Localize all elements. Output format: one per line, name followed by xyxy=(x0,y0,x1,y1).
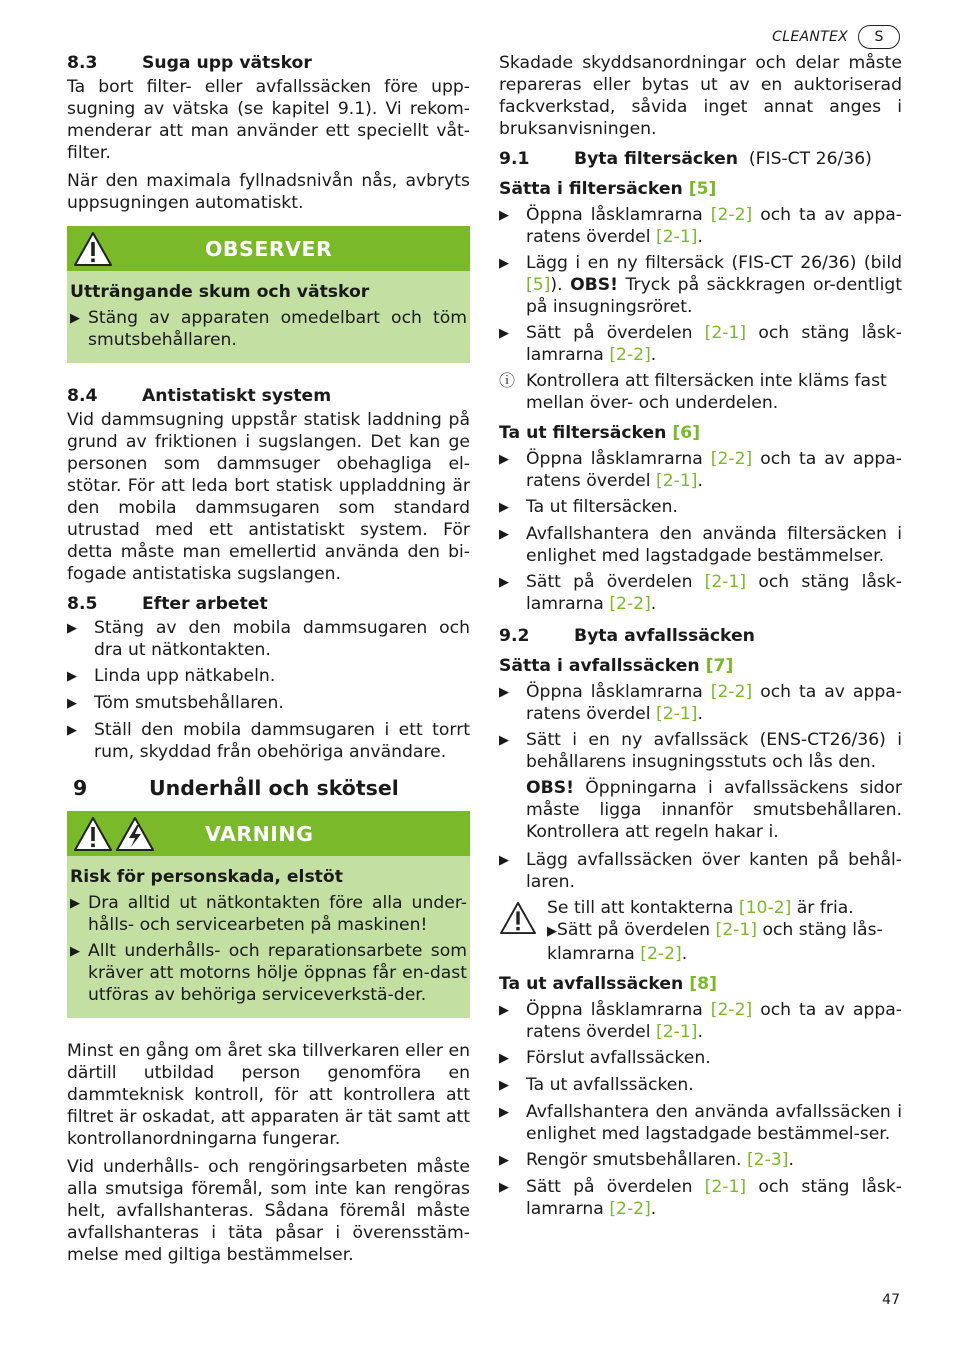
list-item: ▶ Sätt på överdelen [2-1] och stäng låsk-lamrarna [2-2]. xyxy=(499,572,902,614)
language-badge: S xyxy=(858,25,900,49)
info-icon: ⓘ xyxy=(499,371,516,390)
brand-label: CLEANTEX xyxy=(772,29,848,45)
left-column xyxy=(67,52,470,1272)
list-item: ▶ Lägg i en ny filtersäck (FIS-CT 26/36) (bild [5]). OBS! Tryck på säckkragen or-dentligt på insugningsröret. xyxy=(499,253,902,317)
arrow-right-icon: ▶ xyxy=(499,1003,509,1018)
paragraph: Vid dammsugning uppstår statisk laddning på grund av friktionen i sugslangen. Det kan ge personen som dammsuger obehagliga el-stötar. För att leda bort statisk uppladdning är den mobila dammsugaren som standard utrustad med ett antistatiskt system. För detta måste man emellertid använda den bi-fogade antistatiska sugslangen. xyxy=(67,410,470,584)
varning-notice xyxy=(67,811,470,1018)
list-item: ▶ Öppna låsklamrarna [2-2] och ta av appa-ratens överdel [2-1]. xyxy=(499,1000,902,1042)
list-item: ▶ Avfallshantera den använda avfallssäcken i enlighet med lagstadgade bestämmel-ser. xyxy=(499,1102,902,1144)
arrow-right-icon: ▶ xyxy=(499,575,509,590)
notice-header xyxy=(67,226,470,271)
arrow-right-icon: ▶ xyxy=(499,527,509,542)
list-item: ▶ Ta ut filtersäcken. xyxy=(499,497,678,517)
arrow-right-icon: ▶ xyxy=(67,621,77,636)
arrow-right-icon: ▶ xyxy=(499,452,509,467)
arrow-right-icon: ▶ xyxy=(499,853,509,868)
arrow-right-icon: ▶ xyxy=(499,1105,509,1120)
obs-note: OBS! Öppningarna i avfallssäckens sidor måste ligga innanför smutsbehållaren. Kontrollera att regeln hakar i. xyxy=(526,778,902,842)
subheading: Ta ut filtersäcken [6] xyxy=(499,423,701,443)
electric-shock-icon xyxy=(115,816,155,852)
list-item: ▶ Ställ den mobila dammsugaren i ett torrt rum, skyddad från obehöriga användare. xyxy=(67,720,470,762)
list-item: ▶ Dra alltid ut nätkontakten före alla under-hålls- och servicearbeten på maskinen! xyxy=(70,893,467,935)
list-item: ▶ Öppna låsklamrarna [2-2] och ta av appa-ratens överdel [2-1]. xyxy=(499,682,902,724)
arrow-right-icon: ▶ xyxy=(67,723,77,738)
list-item: ▶ Sätt på överdelen [2-1] och stäng låsk-lamrarna [2-2]. xyxy=(499,1177,902,1219)
subheading: Ta ut avfallssäcken [8] xyxy=(499,974,717,994)
arrow-right-icon: ▶ xyxy=(70,944,80,959)
list-item: ▶ Sätt i en ny avfallssäck (ENS-CT26/36) i behållarens insugningsstuts och lås den. xyxy=(499,730,902,772)
paragraph: Skadade skyddsanordningar och delar måste repareras eller bytas ut av en auktoriserad fackverkstad, såvida inget annat anges i bruksanvisningen. xyxy=(499,53,902,139)
arrow-right-icon: ▶ xyxy=(499,326,509,341)
section-heading-8-3: 8.3 Suga upp vätskor xyxy=(67,53,312,73)
arrow-right-icon: ▶ xyxy=(499,1078,509,1093)
arrow-right-icon: ▶ xyxy=(499,1180,509,1195)
list-item: ▶ Öppna låsklamrarna [2-2] och ta av appa-ratens överdel [2-1]. xyxy=(499,205,902,247)
notice-header xyxy=(67,811,470,856)
arrow-right-icon: ▶ xyxy=(499,1051,509,1066)
section-heading-9-2: 9.2 Byta avfallssäcken xyxy=(499,626,755,646)
arrow-right-icon: ▶ xyxy=(67,669,77,684)
subheading: Sätta i avfallssäcken [7] xyxy=(499,656,734,676)
arrow-right-icon: ▶ xyxy=(499,1153,509,1168)
subheading: Sätta i filtersäcken [5] xyxy=(499,179,717,199)
list-item: ▶ Rengör smutsbehållaren. [2-3]. xyxy=(499,1150,794,1170)
list-item: ▶ Linda upp nätkabeln. xyxy=(67,666,276,686)
notice-subtitle: Utträngande skum och vätskor xyxy=(70,282,370,302)
page-number: 47 xyxy=(882,1292,900,1308)
list-item: ▶ Avfallshantera den använda filtersäcken i enlighet med lagstadgade bestämmelser. xyxy=(499,524,902,566)
observer-notice xyxy=(67,226,470,363)
warning-triangle-icon xyxy=(73,816,113,852)
list-item: ▶ Stäng av den mobila dammsugaren och dra ut nätkontakten. xyxy=(67,618,470,660)
paragraph: Ta bort filter- eller avfallssäcken före upp-sugning av vätska (se kapitel 9.1). Vi rekom-menderar att man använder ett speciellt våt-filter. xyxy=(67,77,470,163)
arrow-right-icon: ▶ xyxy=(499,500,509,515)
arrow-right-icon: ▶ xyxy=(67,696,77,711)
notice-title: VARNING xyxy=(205,821,314,846)
page-header xyxy=(772,25,900,49)
warning-triangle-icon xyxy=(73,231,113,267)
chapter-heading-9: 9 Underhåll och skötsel xyxy=(73,776,399,800)
section-heading-9-1: 9.1 Byta filtersäcken (FIS-CT 26/36) xyxy=(499,149,872,169)
right-column xyxy=(499,52,902,1224)
arrow-right-icon: ▶ xyxy=(499,256,509,271)
arrow-right-icon: ▶ xyxy=(70,896,80,911)
notice-title: OBSERVER xyxy=(205,236,333,261)
warning-note: Se till att kontakterna [10-2] är fria. ▶Sätt på överdelen [2-1] och stäng lås-klamrarna [2-2]. xyxy=(499,897,902,965)
warning-triangle-icon xyxy=(499,901,537,935)
list-item: ▶ Stäng av apparaten omedelbart och töm smutsbehållaren. xyxy=(70,308,467,350)
arrow-right-icon: ▶ xyxy=(547,924,557,939)
list-item: ▶ Lägg avfallssäcken över kanten på behål-laren. xyxy=(499,850,902,892)
list-item: ▶ Öppna låsklamrarna [2-2] och ta av appa-ratens överdel [2-1]. xyxy=(499,449,902,491)
arrow-right-icon: ▶ xyxy=(499,733,509,748)
list-item: ▶ Sätt på överdelen [2-1] och stäng låsk-lamrarna [2-2]. xyxy=(499,323,902,365)
section-heading-8-4: 8.4 Antistatiskt system xyxy=(67,386,332,406)
list-item: ▶ Ta ut avfallssäcken. xyxy=(499,1075,694,1095)
arrow-right-icon: ▶ xyxy=(499,685,509,700)
paragraph: När den maximala fyllnadsnivån nås, avbryts uppsugningen automatiskt. xyxy=(67,171,470,213)
list-item: ▶ Förslut avfallssäcken. xyxy=(499,1048,711,1068)
list-item: ▶ Töm smutsbehållaren. xyxy=(67,693,284,713)
list-item: ▶ Allt underhålls- och reparationsarbete som kräver att motorns hölje öppnas får en-dast utföras av behöriga serviceverkstä-der. xyxy=(70,941,467,1005)
section-heading-8-5: 8.5 Efter arbetet xyxy=(67,594,268,614)
notice-subtitle: Risk för personskada, elstöt xyxy=(70,867,343,887)
arrow-right-icon: ▶ xyxy=(70,311,80,326)
arrow-right-icon: ▶ xyxy=(499,208,509,223)
info-note: ⓘ Kontrollera att filtersäcken inte kläms fast mellan över- och underdelen. xyxy=(499,371,887,413)
paragraph: Vid underhålls- och rengöringsarbeten måste alla smutsiga föremål, som inte kan rengöras helt, avfallshanteras. Sådana föremål måste avfallshanteras i täta påsar i överensstäm-melse med giltiga bestämmelser. xyxy=(67,1157,470,1265)
paragraph: Minst en gång om året ska tillverkaren eller en därtill utbildad person genomföra en dammteknisk kontroll, för att kontrollera att filtret är oskadat, att apparaten är tät samt att kontrollanordningarna fungerar. xyxy=(67,1041,470,1149)
